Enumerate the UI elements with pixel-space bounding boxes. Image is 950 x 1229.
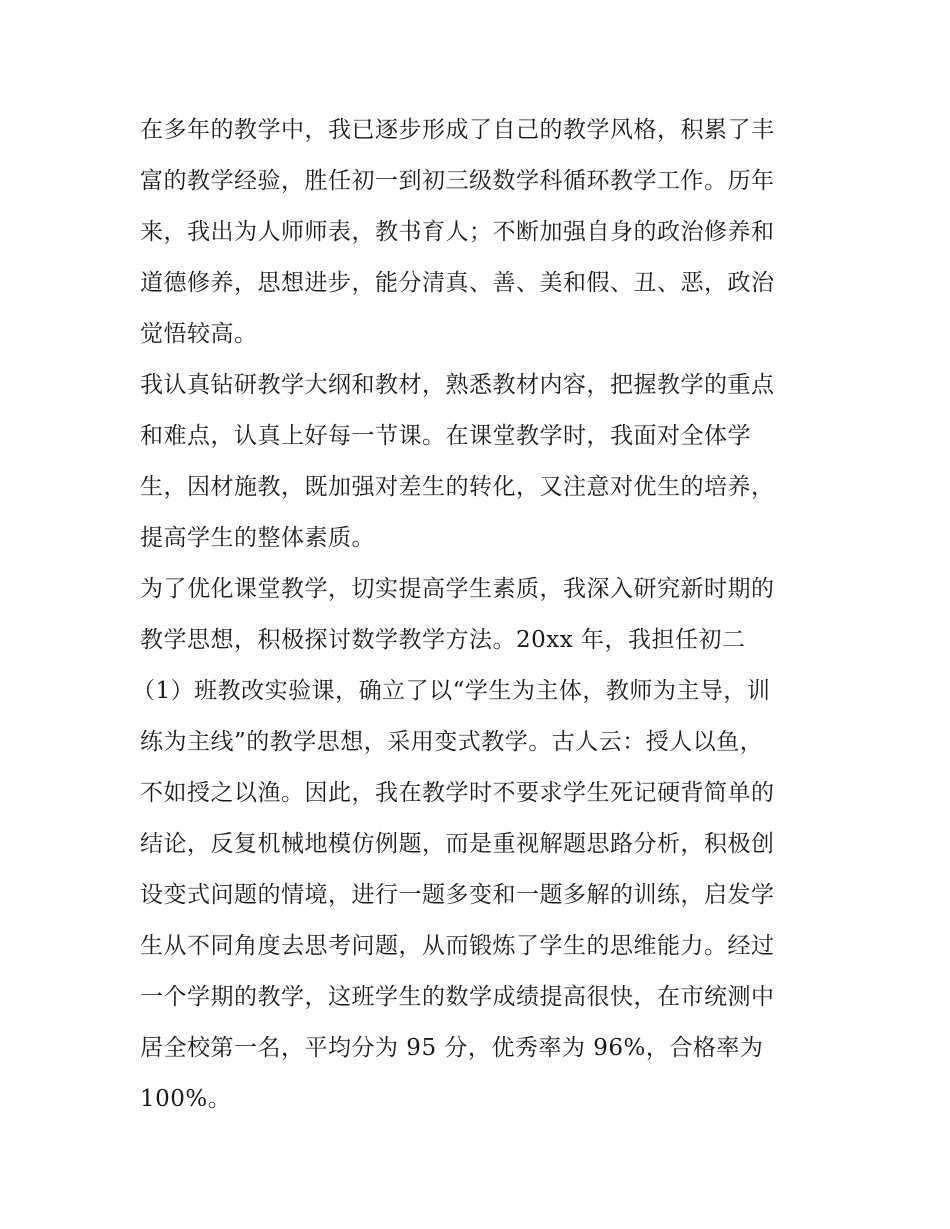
- text-line: 一个学期的教学，这班学生的数学成绩提高很快，在市统测中: [140, 984, 775, 1010]
- paragraph-1: [140, 105, 820, 360]
- text-line: 提高学生的整体素质。: [140, 525, 375, 551]
- text-line: 教学思想，积极探讨数学教学方法。20xx 年，我担任初二: [140, 627, 746, 653]
- text-line: 生从不同角度去思考问题，从而锻炼了学生的思维能力。经过: [140, 933, 775, 959]
- text-line: 在多年的教学中，我已逐步形成了自己的教学风格，积累了丰: [140, 117, 775, 143]
- paragraph-3: [132, 564, 820, 1125]
- text-line: 不如授之以渔。因此，我在教学时不要求学生死记硬背简单的: [140, 780, 775, 806]
- text-line: 为了优化课堂教学，切实提高学生素质，我深入研究新时期的: [140, 576, 775, 602]
- text-line: 居全校第一名，平均分为 95 分，优秀率为 96%，合格率为: [140, 1035, 764, 1061]
- text-line: 结论，反复机械地模仿例题，而是重视解题思路分析，积极创: [140, 831, 775, 857]
- text-line: 来，我出为人师师表，教书育人；不断加强自身的政治修养和: [140, 219, 775, 245]
- text-line: 道德修养，思想进步，能分清真、善、美和假、丑、恶，政治: [140, 270, 775, 296]
- text-line: 觉悟较高。: [140, 321, 258, 347]
- paragraph-2: [140, 360, 820, 564]
- text-line: 练为主线”的教学思想，采用变式教学。古人云：授人以鱼，: [140, 729, 764, 755]
- text-line: （1）班教改实验课，确立了以“学生为主体，教师为主导，训: [132, 678, 771, 704]
- text-line: 生，因材施教，既加强对差生的转化，又注意对优生的培养，: [140, 474, 775, 500]
- text-line: 设变式问题的情境，进行一题多变和一题多解的训练，启发学: [140, 882, 775, 908]
- text-line: 我认真钻研教学大纲和教材，熟悉教材内容，把握教学的重点: [140, 372, 775, 398]
- text-line: 富的教学经验，胜任初一到初三级数学科循环教学工作。历年: [140, 168, 775, 194]
- document-body: [132, 105, 820, 1125]
- text-line: 100%。: [140, 1086, 232, 1112]
- text-line: 和难点，认真上好每一节课。在课堂教学时，我面对全体学: [140, 423, 751, 449]
